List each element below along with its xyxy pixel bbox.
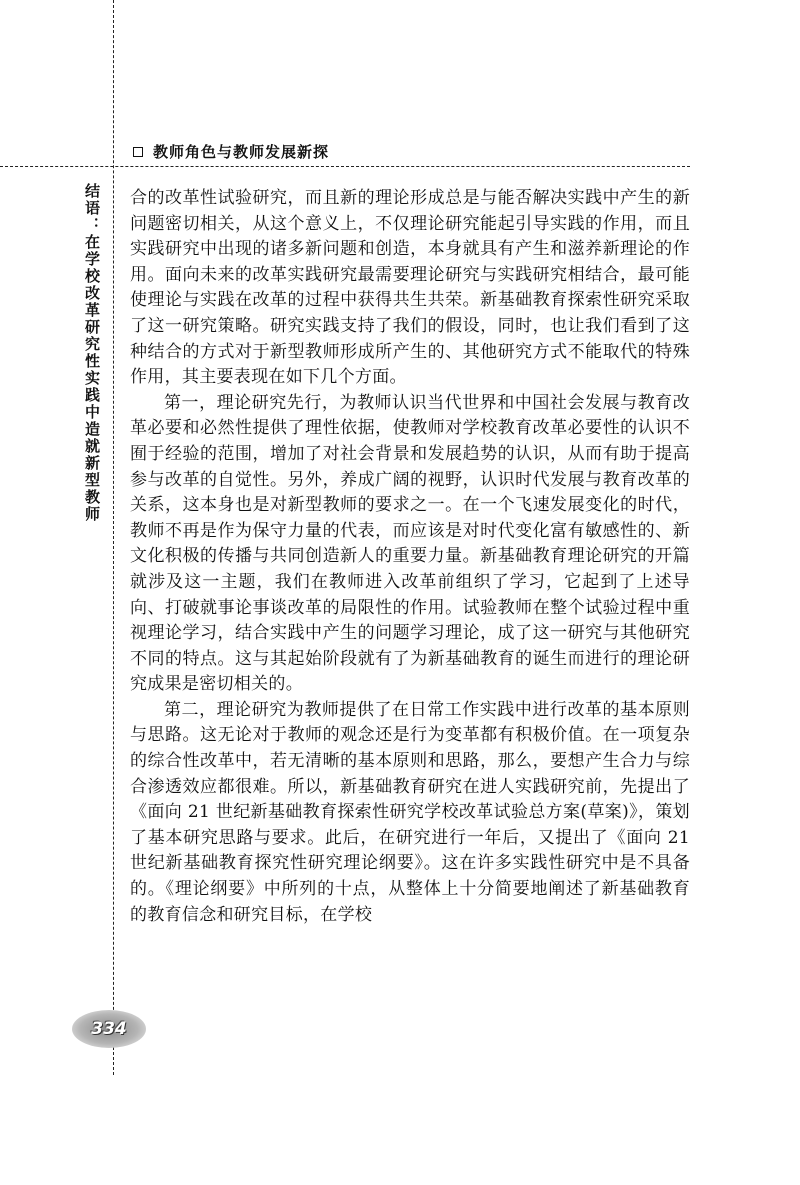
body-text [130,186,690,928]
running-header [133,141,329,162]
paragraph-2: 第一，理论研究先行，为教师认识当代世界和中国社会发展与教育改革必要和必然性提供了理性依据，使教师对学校教育改革必要性的认识不囿于经验的范围，增加了对社会背景和发展趋势的认识，从而有助于提高参与改革的自觉性。另外，养成广阔的视野，认识时代发展与教育改革的关系，这本身也是对新型教师的要求之一。在一个飞速发展变化的时代，教师不再是作为保守力量的代表，而应该是对时代变化富有敏感性的、新文化积极的传播与共同创造新人的重要力量。新基础教育理论研究的开篇就涉及这一主题，我们在教师进入改革前组织了学习，它起到了上述导向、打破就事论事谈改革的局限性的作用。试验教师在整个试验过程中重视理论学习，结合实践中产生的问题学习理论，成了这一研究与其他研究不同的特点。这与其起始阶段就有了为新基础教育的诞生而进行的理论研究成果是密切相关的。 [130,392,690,695]
square-box-icon [133,147,143,157]
running-header-title: 教师角色与教师发展新探 [153,143,330,161]
header-dashed-rule [0,166,690,167]
paragraph-3: 第二，理论研究为教师提供了在日常工作实践中进行改革的基本原则与思路。这无论对于教师的观念还是行为变革都有积极价值。在一项复杂的综合性改革中，若无清晰的基本原则和思路，那么，要想产生合力与综合渗透效应都很难。所以，新基础教育研究在进人实践研究前，先提出了《面向 21 世纪新基础教育探索性研究学校改革试验总方案(草案)》，策划了基本研究思路与要求。此后，在研究进行一年后，又提出了《面向 21 世纪新基础教育探究性研究理论纲要》。这在许多实践性研究中是不具备的。《理论纲要》中所列的十点，从整体上十分简要地阐述了新基础教育的教育信念和研究目标，在学校 [130,699,690,925]
left-dashed-guide [113,0,114,1075]
page-number: 334 [91,1019,127,1039]
paragraph-1: 合的改革性试验研究，而且新的理论形成总是与能否解决实践中产生的新问题密切相关，从这个意义上，不仅理论研究能起引导实践的作用，而且实践研究中出现的诸多新问题和创造，本身就具有产生和滋养新理论的作用。面向未来的改革实践研究最需要理论研究与实践研究相结合，最可能使理论与实践在改革的过程中获得共生共荣。新基础教育探索性研究采取了这一研究策略。研究实践支持了我们的假设，同时，也让我们看到了这种结合的方式对于新型教师形成所产生的、其他研究方式不能取代的特殊作用，其主要表现在如下几个方面。 [130,188,690,388]
side-chapter-title: 结语：在学校改革研究性实践中造就新型教师 [83,183,101,523]
page-number-badge [72,1010,146,1048]
